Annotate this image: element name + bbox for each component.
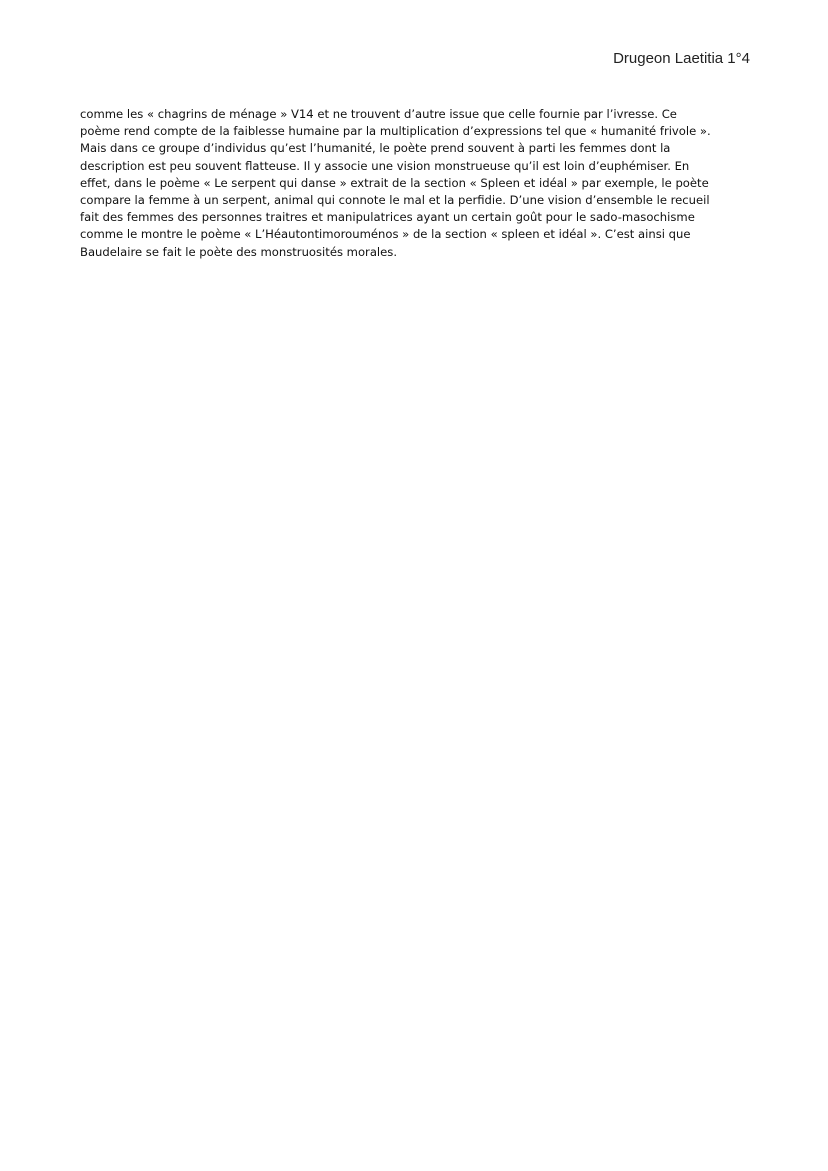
text-line: effet, dans le poème « Le serpent qui danse » extrait de la section « Spleen et idéal » par exemple, le poète: [80, 175, 709, 190]
body-paragraph: [80, 106, 752, 261]
text-line: description est peu souvent flatteuse. Il y associe une vision monstrueuse qu’il est loin d’euphémiser. En: [80, 158, 690, 173]
text-line: fait des femmes des personnes traitres et manipulatrices ayant un certain goût pour le sado-masochisme: [80, 210, 695, 225]
text-line: comme les « chagrins de ménage » V14 et ne trouvent d’autre issue que celle fournie par l’ivresse. Ce: [80, 107, 677, 121]
text-line: poème rend compte de la faiblesse humaine par la multiplication d’expressions tel que « humanité frivole ».: [80, 124, 711, 139]
text-line: Baudelaire se fait le poète des monstruosités morales.: [80, 244, 398, 259]
text-line: comme le montre le poème « L’Héautontimorouménos » de la section « spleen et idéal ». C’est ainsi que: [80, 227, 691, 242]
text-line: compare la femme à un serpent, animal qui connote le mal et la perfidie. D’une vision d’ensemble le recueil: [80, 193, 710, 208]
author-header: Drugeon Laetitia 1°4: [613, 50, 750, 67]
text-line: Mais dans ce groupe d’individus qu’est l’humanité, le poète prend souvent à parti les femmes dont la: [80, 141, 671, 156]
